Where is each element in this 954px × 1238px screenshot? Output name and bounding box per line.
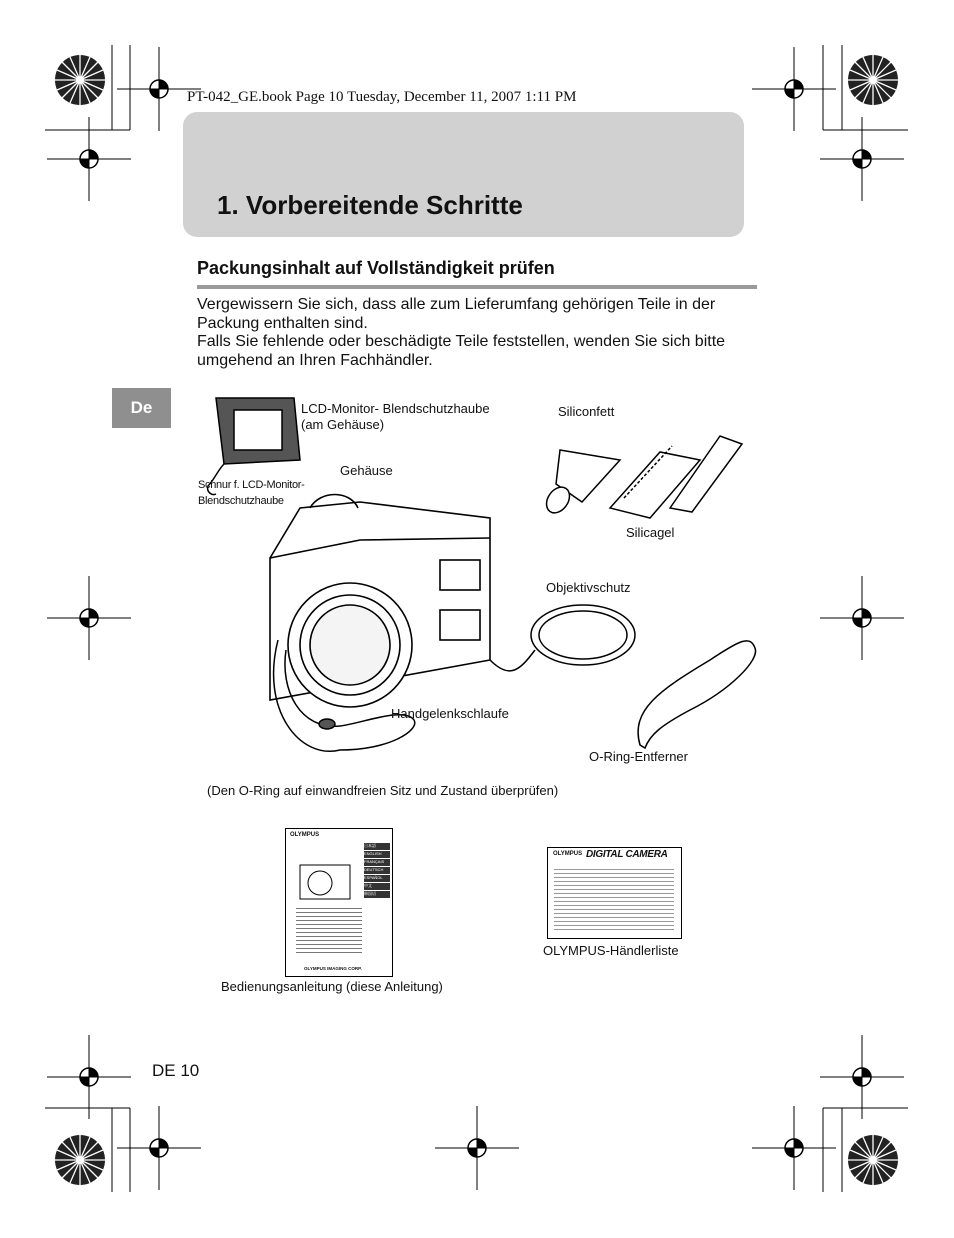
language-tab-item: 日本語 <box>364 843 390 850</box>
manual-housing-thumbnail <box>296 859 356 904</box>
silica-gel-drawing <box>610 436 742 518</box>
dealer-text-lines <box>554 866 674 930</box>
missing-parts-paragraph: Falls Sie fehlende oder beschädigte Teile feststellen, wenden Sie sich bitte umgehend an Ihren Fachhändler. <box>197 333 726 369</box>
lens-cap-label: Objektivschutz <box>546 580 631 595</box>
dealer-list-label: OLYMPUS-Händlerliste <box>543 943 679 958</box>
chapter-title: 1. Vorbereitende Schritte <box>217 190 523 220</box>
language-tab-item: ENGLISH <box>364 851 390 858</box>
silica-gel-label: Silicagel <box>626 525 675 540</box>
o-ring-remover-label: O-Ring-Entferner <box>589 749 688 764</box>
hood-cord-label: Schnur f. LCD-Monitor- <box>198 479 305 491</box>
manual-footer: OLYMPUS IMAGING CORP. <box>304 966 362 971</box>
section-title: Packungsinhalt auf Vollständigkeit prüfen <box>197 258 555 278</box>
package-contents-illustration <box>190 390 790 790</box>
lens-cap-drawing <box>490 605 635 671</box>
language-tab-item: DEUTSCH <box>364 867 390 874</box>
wrist-strap-label: Handgelenkschlaufe <box>391 706 509 721</box>
manual-cover <box>285 828 393 977</box>
housing-drawing <box>270 495 490 708</box>
silicone-grease-drawing <box>542 450 620 517</box>
language-tab-item: 中文 <box>364 883 390 890</box>
section-rule <box>197 285 757 289</box>
language-tab-item: FRANÇAIS <box>364 859 390 866</box>
hood-cord-label-2: Blendschutzhaube <box>198 495 284 507</box>
header-line: PT-042_GE.book Page 10 Tuesday, December 11, 2007 1:11 PM <box>187 89 577 105</box>
intro-paragraph: Vergewissern Sie sich, dass alle zum Lieferumfang gehörigen Teile in der Packung enthalten sind. <box>197 296 716 332</box>
manual-label: Bedienungsanleitung (diese Anleitung) <box>221 979 443 994</box>
dealer-list-cover <box>547 847 682 939</box>
manual-text-lines <box>296 905 362 955</box>
dealer-brand: OLYMPUS <box>553 851 583 857</box>
manual-brand: OLYMPUS <box>290 832 320 838</box>
lcd-hood-label-2: (am Gehäuse) <box>301 417 385 432</box>
silicone-grease-label: Siliconfett <box>558 404 615 419</box>
lcd-hood-label: LCD-Monitor- Blendschutzhaube <box>301 401 490 416</box>
page-number: DE 10 <box>152 1061 200 1080</box>
language-tab-item: 韩国语 <box>364 891 390 898</box>
language-tab: De <box>112 388 171 428</box>
language-tab-item: ESPAÑOL <box>364 875 390 882</box>
o-ring-remover-drawing <box>638 641 755 748</box>
dealer-title: DIGITAL CAMERA <box>586 849 668 860</box>
o-ring-note: (Den O-Ring auf einwandfreien Sitz und Zustand überprüfen) <box>207 783 559 798</box>
manual-language-list <box>364 843 390 898</box>
housing-label: Gehäuse <box>340 463 393 478</box>
